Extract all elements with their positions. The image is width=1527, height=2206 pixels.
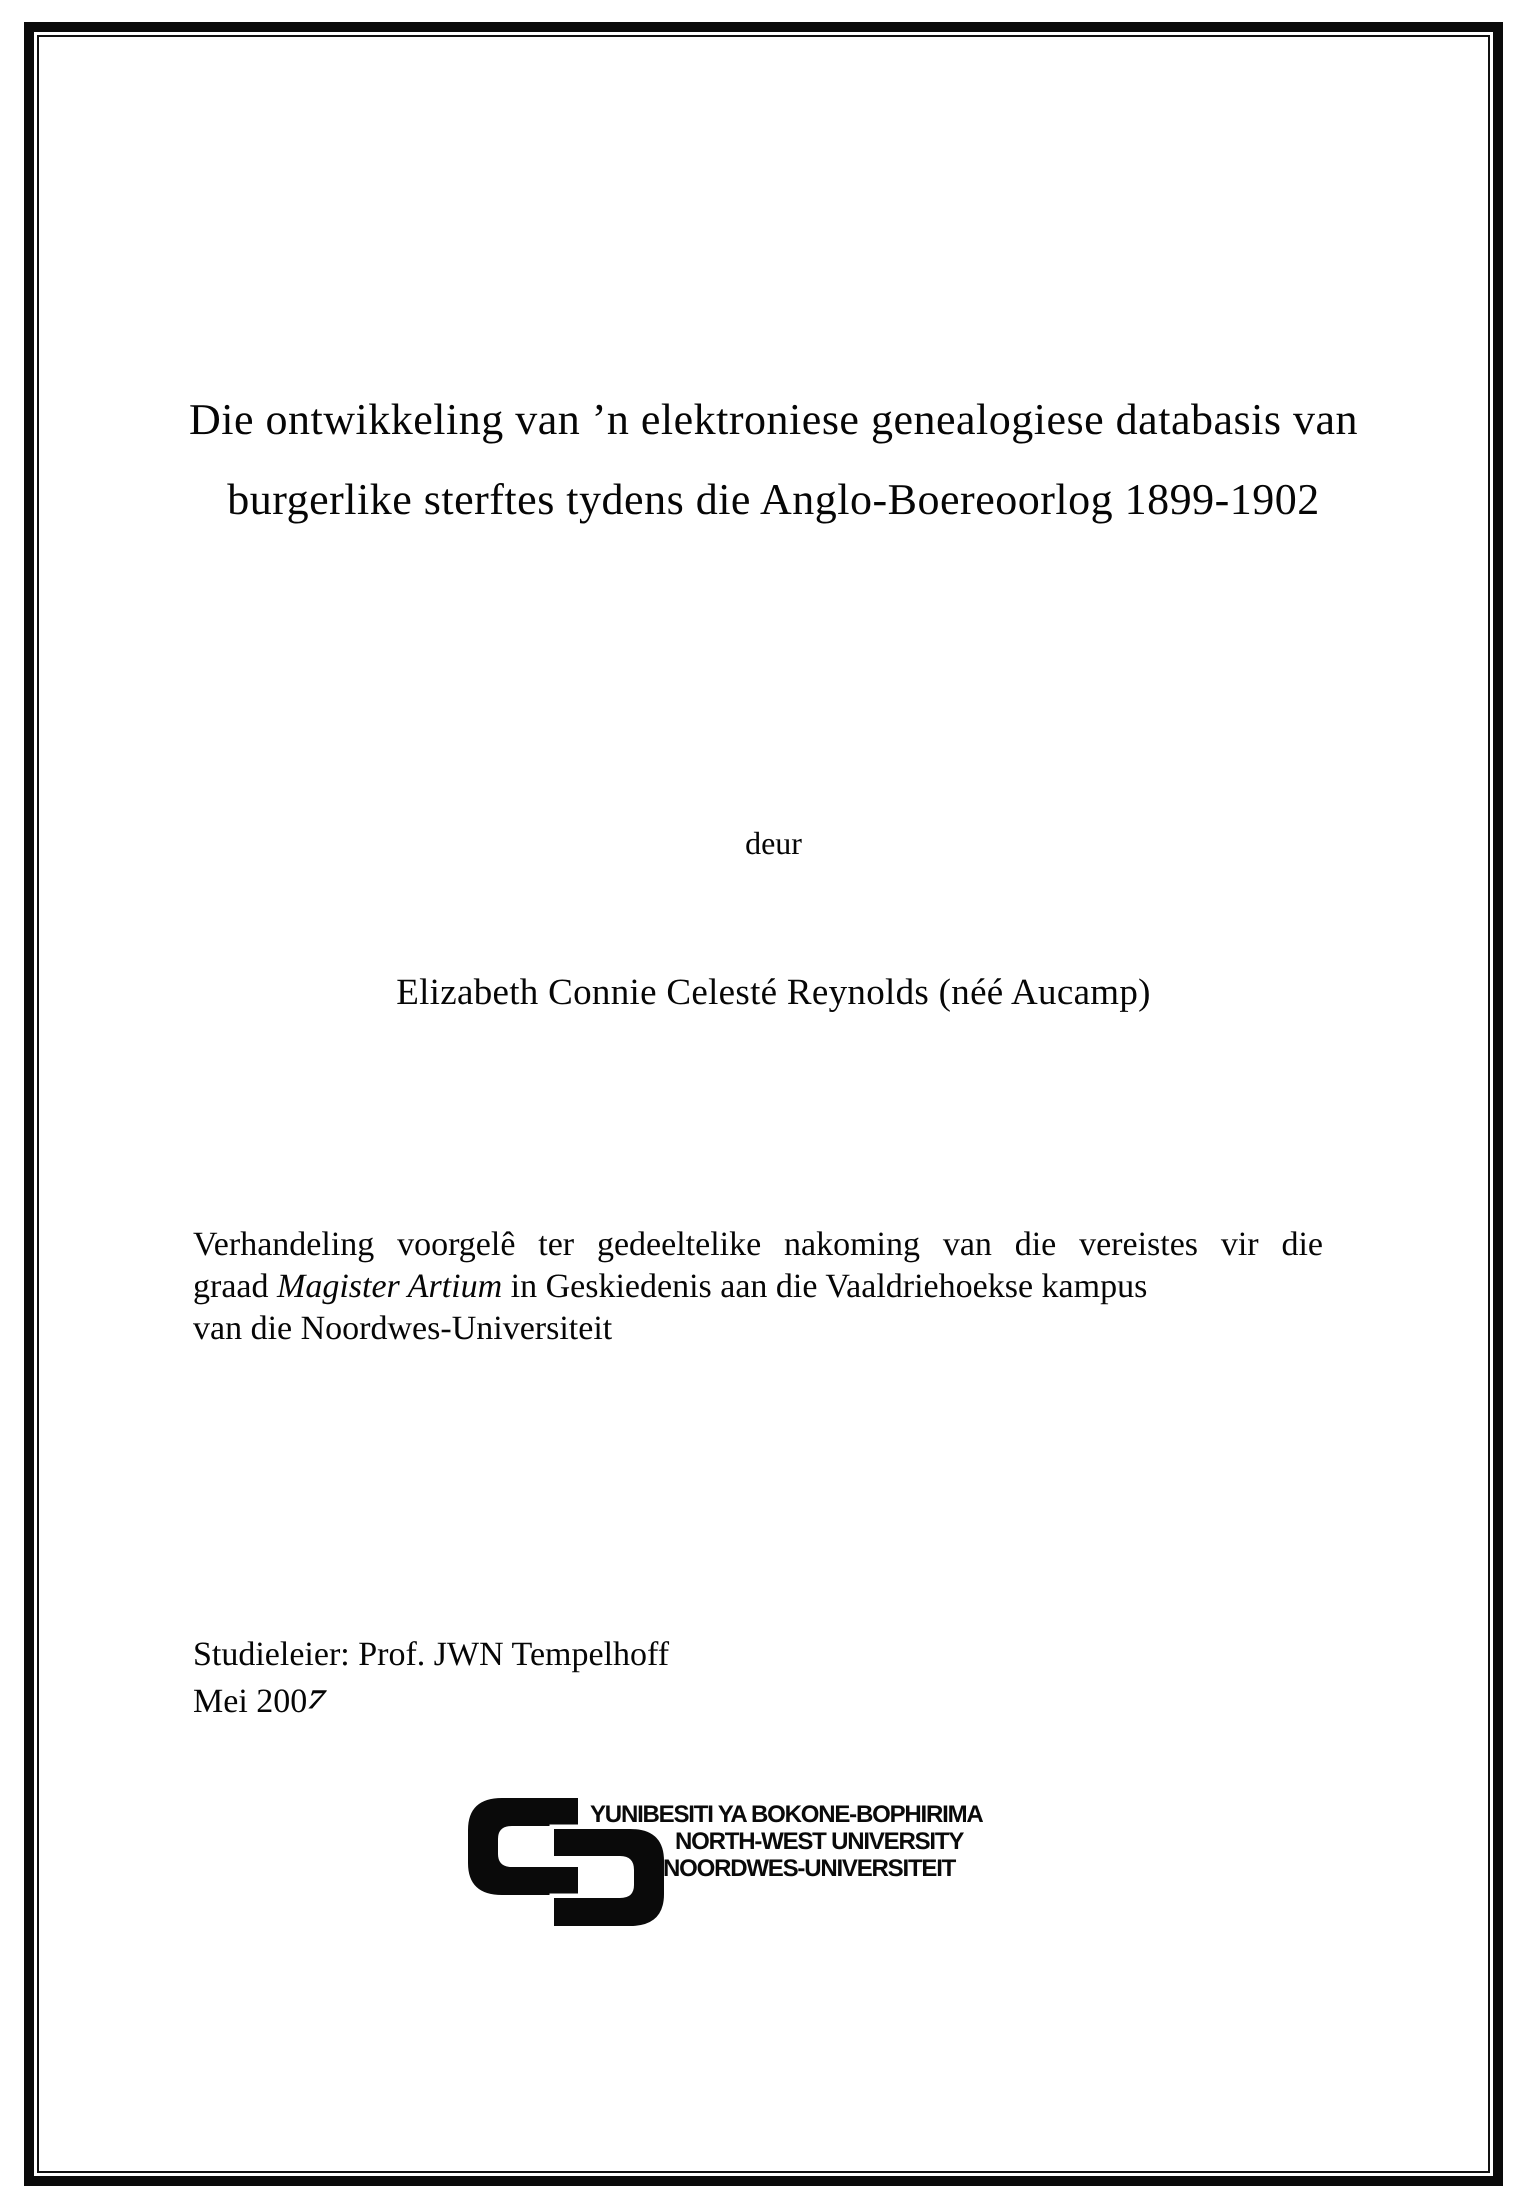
thesis-title-line-1: Die ontwikkeling van ’n elektroniese genealogiese databasis van [188, 395, 1358, 444]
statement-line-2-post: in Geskiedenis aan die Vaaldriehoekse kampus [502, 1268, 1148, 1305]
statement-line-2-pre: graad [193, 1268, 278, 1305]
statement-line-2 [193, 1266, 1323, 1308]
wordmark-setswana: YUNIBESITI YA BOKONE-BOPHIRIMA [590, 1801, 983, 1828]
author-name: Elizabeth Connie Celesté Reynolds (néé Aucamp) [396, 972, 1151, 1013]
supervisor-line: Studieleier: Prof. JWN Tempelhoff [193, 1636, 670, 1673]
thesis-title [60, 380, 1487, 540]
date-prefix: Mei 200 [193, 1683, 308, 1720]
statement-line-3: van die Noordwes-Universiteit [193, 1310, 613, 1347]
submission-statement [193, 1224, 1323, 1350]
supervisor-and-date [193, 1631, 1323, 1725]
statement-line-1: Verhandeling voorgelê ter gedeeltelike nakoming van die vereistes vir die [193, 1226, 1323, 1263]
date-line [193, 1678, 1323, 1725]
wordmark-afrikaans: NOORDWES-UNIVERSITEIT [663, 1855, 956, 1882]
university-wordmark [590, 1801, 983, 1882]
thesis-title-line-2: burgerlike sterftes tydens die Anglo-Boereoorlog 1899-1902 [227, 475, 1320, 524]
degree-name-italic: Magister Artium [277, 1268, 503, 1305]
byline-deur: deur [745, 825, 802, 861]
wordmark-english: NORTH-WEST UNIVERSITY [675, 1828, 964, 1855]
date-last-digit-scan-artifact: 7 [302, 1684, 330, 1716]
